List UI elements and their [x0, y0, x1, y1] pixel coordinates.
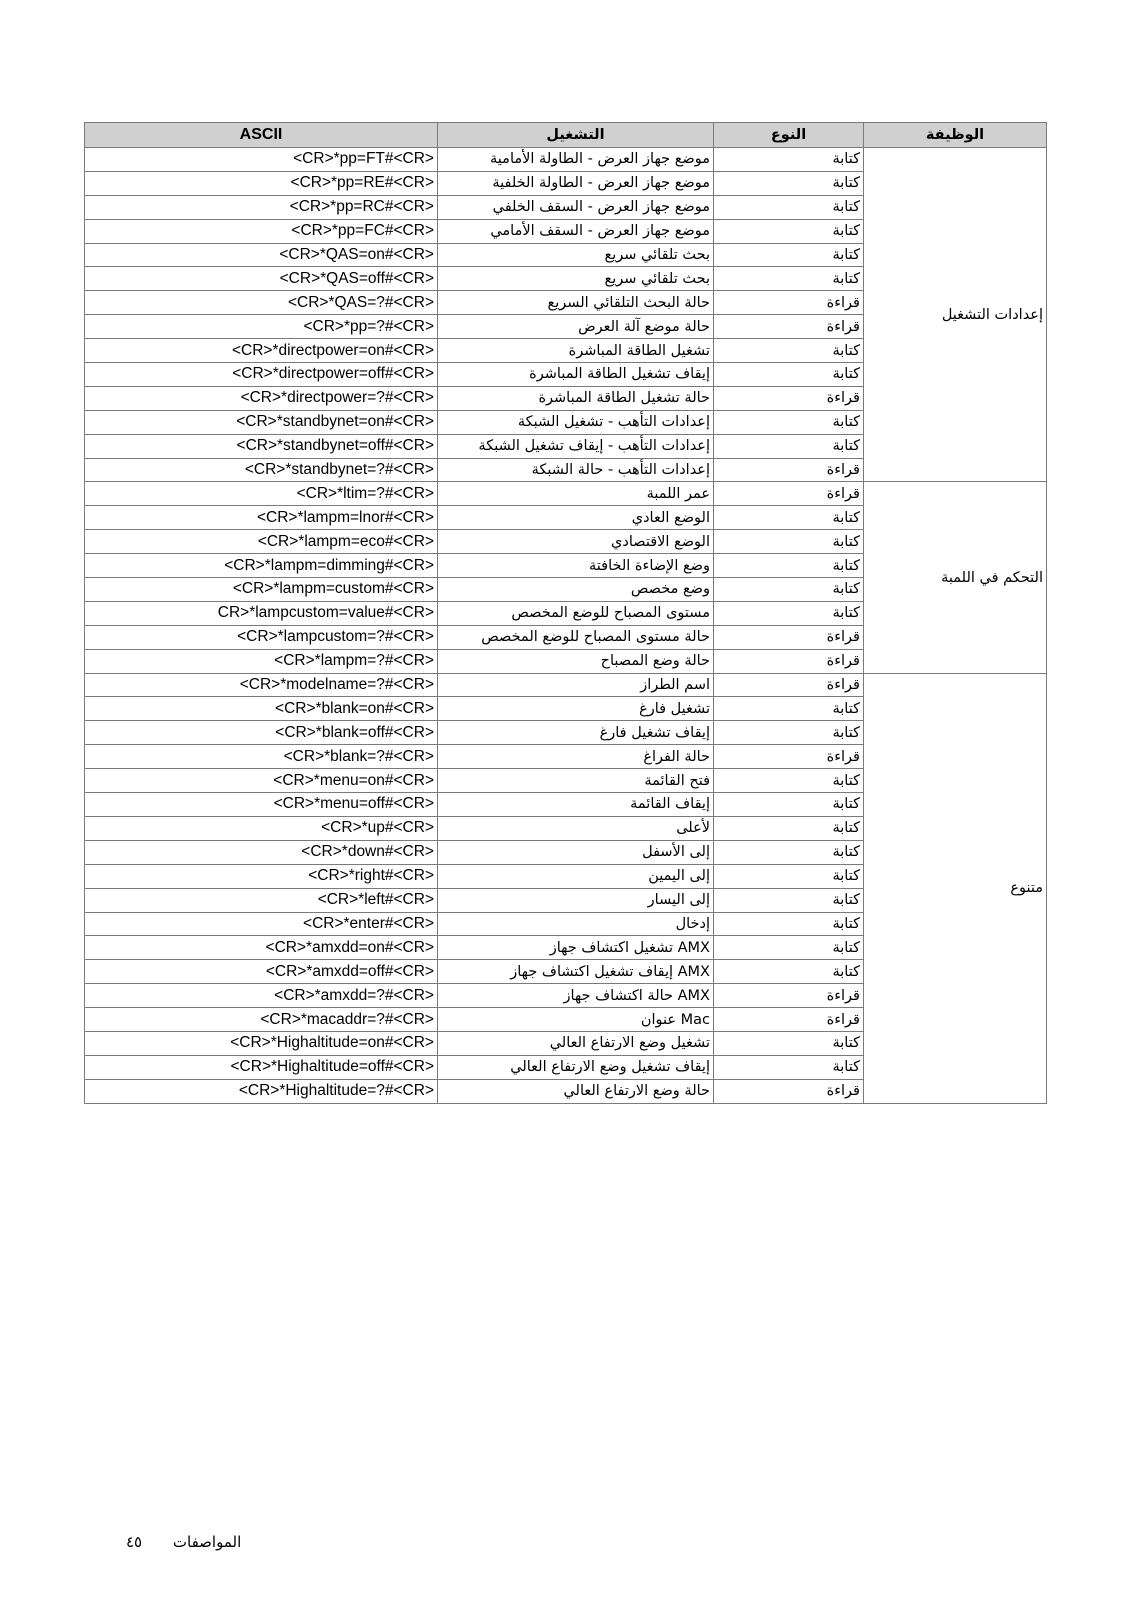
ascii-command-cell: <CR>*QAS=?#<CR> [85, 291, 438, 315]
ascii-command-cell: <CR>*modelname=?#<CR> [85, 673, 438, 697]
type-cell: كتابة [714, 864, 864, 888]
operation-cell: حالة موضع آلة العرض [438, 315, 714, 339]
footer-section-title: المواصفات [172, 1533, 242, 1551]
ascii-command-cell: <CR>*menu=on#<CR> [85, 769, 438, 793]
type-cell: قراءة [714, 386, 864, 410]
type-cell: قراءة [714, 745, 864, 769]
ascii-command-cell: <CR>*right#<CR> [85, 864, 438, 888]
ascii-command-cell: <CR>*down#<CR> [85, 840, 438, 864]
type-cell: كتابة [714, 530, 864, 554]
type-cell: كتابة [714, 1031, 864, 1055]
ascii-command-cell: <CR>*enter#<CR> [85, 912, 438, 936]
operation-cell: إيقاف تشغيل وضع الارتفاع العالي [438, 1055, 714, 1079]
header-ascii: ASCII [85, 123, 438, 148]
operation-cell: مستوى المصباح للوضع المخصص [438, 601, 714, 625]
type-cell: كتابة [714, 148, 864, 172]
operation-cell: إيقاف تشغيل اكتشاف جهاز AMX [438, 960, 714, 984]
ascii-command-cell: <CR>*amxdd=on#<CR> [85, 936, 438, 960]
ascii-command-cell: <CR>*pp=RC#<CR> [85, 195, 438, 219]
type-cell: كتابة [714, 171, 864, 195]
operation-cell: إيقاف القائمة [438, 793, 714, 817]
type-cell: قراءة [714, 984, 864, 1008]
operation-cell: حالة اكتشاف جهاز AMX [438, 984, 714, 1008]
type-cell: كتابة [714, 339, 864, 363]
type-cell: كتابة [714, 960, 864, 984]
ascii-command-cell: <CR>*blank=?#<CR> [85, 745, 438, 769]
table-body [85, 148, 1047, 1104]
operation-cell: موضع جهاز العرض - الطاولة الأمامية [438, 148, 714, 172]
ascii-command-cell: <CR>*blank=on#<CR> [85, 697, 438, 721]
page-number: ٤٥ [126, 1533, 143, 1551]
ascii-command-cell: <CR>*Highaltitude=?#<CR> [85, 1079, 438, 1103]
type-cell: كتابة [714, 697, 864, 721]
type-cell: قراءة [714, 458, 864, 482]
operation-cell: تشغيل الطاقة المباشرة [438, 339, 714, 363]
type-cell: قراءة [714, 1008, 864, 1032]
operation-cell: حالة تشغيل الطاقة المباشرة [438, 386, 714, 410]
operation-cell: تشغيل اكتشاف جهاز AMX [438, 936, 714, 960]
ascii-command-cell: <CR>*menu=off#<CR> [85, 793, 438, 817]
ascii-command-cell: <CR>*lampm=dimming#<CR> [85, 554, 438, 578]
type-cell: كتابة [714, 888, 864, 912]
operation-cell: اسم الطراز [438, 673, 714, 697]
function-group-cell: متنوع [864, 673, 1047, 1103]
page-footer [100, 1533, 241, 1551]
ascii-command-cell: <CR>*pp=FC#<CR> [85, 219, 438, 243]
ascii-command-cell: <CR>*QAS=off#<CR> [85, 267, 438, 291]
operation-cell: الوضع العادي [438, 506, 714, 530]
operation-cell: إعدادات التأهب - تشغيل الشبكة [438, 410, 714, 434]
type-cell: كتابة [714, 578, 864, 602]
ascii-command-cell: <CR>*pp=?#<CR> [85, 315, 438, 339]
operation-cell: حالة الفراغ [438, 745, 714, 769]
type-cell: كتابة [714, 816, 864, 840]
type-cell: كتابة [714, 721, 864, 745]
type-cell: كتابة [714, 769, 864, 793]
header-function: الوظيفة [864, 123, 1047, 148]
ascii-command-cell: <CR>*Highaltitude=off#<CR> [85, 1055, 438, 1079]
type-cell: كتابة [714, 410, 864, 434]
operation-cell: حالة البحث التلقائي السريع [438, 291, 714, 315]
ascii-command-cell: <CR>*lampm=?#<CR> [85, 649, 438, 673]
ascii-command-cell: <CR>*standbynet=off#<CR> [85, 434, 438, 458]
type-cell: كتابة [714, 195, 864, 219]
type-cell: قراءة [714, 315, 864, 339]
ascii-command-cell: <CR>*pp=FT#<CR> [85, 148, 438, 172]
operation-cell: إعدادات التأهب - إيقاف تشغيل الشبكة [438, 434, 714, 458]
type-cell: كتابة [714, 840, 864, 864]
type-cell: قراءة [714, 1079, 864, 1103]
type-cell: قراءة [714, 482, 864, 506]
command-table [84, 122, 1047, 1104]
table-header-row [85, 123, 1047, 148]
type-cell: كتابة [714, 219, 864, 243]
operation-cell: حالة وضع الارتفاع العالي [438, 1079, 714, 1103]
table-row [85, 482, 1047, 506]
type-cell: كتابة [714, 554, 864, 578]
operation-cell: حالة وضع المصباح [438, 649, 714, 673]
ascii-command-cell: <CR>*ltim=?#<CR> [85, 482, 438, 506]
type-cell: كتابة [714, 363, 864, 387]
ascii-command-cell: <CR>*macaddr=?#<CR> [85, 1008, 438, 1032]
header-operation: التشغيل [438, 123, 714, 148]
type-cell: كتابة [714, 267, 864, 291]
ascii-command-cell: <CR>*pp=RE#<CR> [85, 171, 438, 195]
operation-cell: إلى اليسار [438, 888, 714, 912]
type-cell: كتابة [714, 601, 864, 625]
type-cell: كتابة [714, 793, 864, 817]
ascii-command-cell: <CR>*up#<CR> [85, 816, 438, 840]
operation-cell: وضع الإضاءة الخافتة [438, 554, 714, 578]
type-cell: كتابة [714, 912, 864, 936]
operation-cell: موضع جهاز العرض - الطاولة الخلفية [438, 171, 714, 195]
operation-cell: إيقاف تشغيل الطاقة المباشرة [438, 363, 714, 387]
ascii-command-cell: <CR>*lampcustom=?#<CR> [85, 625, 438, 649]
type-cell: كتابة [714, 1055, 864, 1079]
type-cell: كتابة [714, 936, 864, 960]
ascii-command-cell: <CR>*amxdd=off#<CR> [85, 960, 438, 984]
ascii-command-cell: <CR>*Highaltitude=on#<CR> [85, 1031, 438, 1055]
operation-cell: إيقاف تشغيل فارغ [438, 721, 714, 745]
operation-cell: تشغيل وضع الارتفاع العالي [438, 1031, 714, 1055]
ascii-command-cell: <CR>*lampm=lnor#<CR> [85, 506, 438, 530]
operation-cell: إلى اليمين [438, 864, 714, 888]
operation-cell: وضع مخصص [438, 578, 714, 602]
ascii-command-cell: <CR>*blank=off#<CR> [85, 721, 438, 745]
ascii-command-cell: <CR>*standbynet=?#<CR> [85, 458, 438, 482]
ascii-command-cell: <CR>*directpower=on#<CR> [85, 339, 438, 363]
type-cell: قراءة [714, 291, 864, 315]
ascii-command-cell: <CR>*left#<CR> [85, 888, 438, 912]
table-row [85, 673, 1047, 697]
operation-cell: عمر اللمبة [438, 482, 714, 506]
ascii-command-cell: <CR>*standbynet=on#<CR> [85, 410, 438, 434]
ascii-command-cell: <CR>*amxdd=?#<CR> [85, 984, 438, 1008]
operation-cell: تشغيل فارغ [438, 697, 714, 721]
ascii-command-cell: <CR>*directpower=?#<CR> [85, 386, 438, 410]
type-cell: كتابة [714, 243, 864, 267]
function-group-cell: التحكم في اللمبة [864, 482, 1047, 673]
ascii-command-cell: <CR>*QAS=on#<CR> [85, 243, 438, 267]
operation-cell: موضع جهاز العرض - السقف الخلفي [438, 195, 714, 219]
function-group-cell: إعدادات التشغيل [864, 148, 1047, 482]
operation-cell: إدخال [438, 912, 714, 936]
type-cell: قراءة [714, 649, 864, 673]
ascii-command-cell: <CR>*lampm=custom#<CR> [85, 578, 438, 602]
ascii-command-cell: <CR>*directpower=off#<CR> [85, 363, 438, 387]
operation-cell: بحث تلقائي سريع [438, 267, 714, 291]
type-cell: قراءة [714, 673, 864, 697]
ascii-command-cell: CR>*lampcustom=value#<CR> [85, 601, 438, 625]
type-cell: كتابة [714, 434, 864, 458]
operation-cell: موضع جهاز العرض - السقف الأمامي [438, 219, 714, 243]
header-type: النوع [714, 123, 864, 148]
type-cell: كتابة [714, 506, 864, 530]
type-cell: قراءة [714, 625, 864, 649]
operation-cell: إعدادات التأهب - حالة الشبكة [438, 458, 714, 482]
operation-cell: لأعلى [438, 816, 714, 840]
operation-cell: حالة مستوى المصباح للوضع المخصص [438, 625, 714, 649]
operation-cell: الوضع الاقتصادي [438, 530, 714, 554]
table-row [85, 148, 1047, 172]
ascii-command-cell: <CR>*lampm=eco#<CR> [85, 530, 438, 554]
operation-cell: فتح القائمة [438, 769, 714, 793]
operation-cell: إلى الأسفل [438, 840, 714, 864]
operation-cell: عنوان Mac [438, 1008, 714, 1032]
operation-cell: بحث تلقائي سريع [438, 243, 714, 267]
